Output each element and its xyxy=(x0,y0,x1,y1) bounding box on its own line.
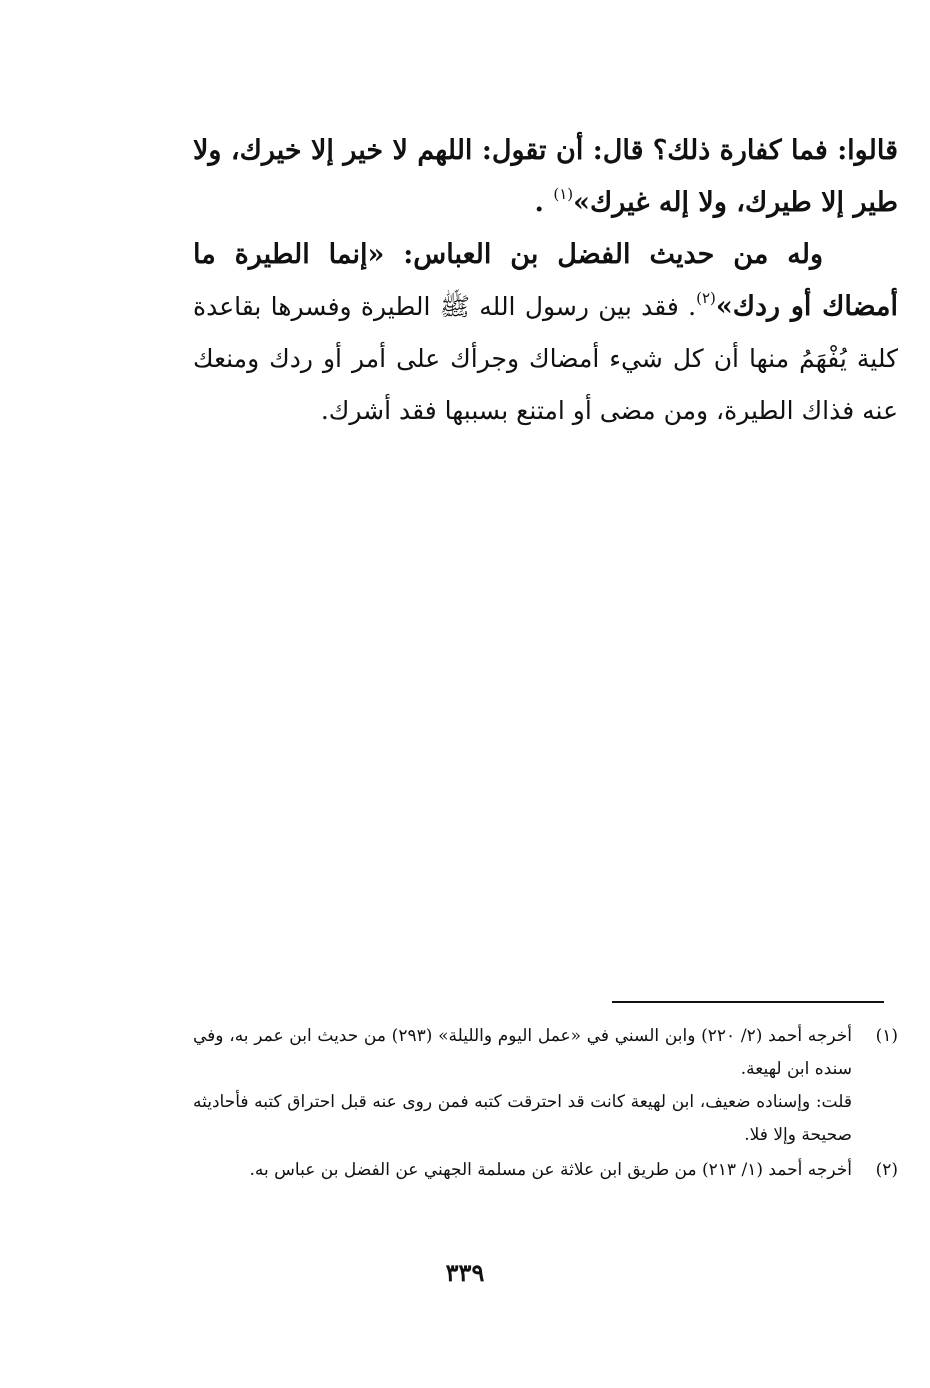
paragraph-2-rest: . فقد بين رسول الله ﷺ الطيرة وفسرها بقاعدة كلية يُفْهَمُ منها أن كل شيء أمضاك وجرأك على أمر أو ردك ومنعك عنه فذاك الطيرة، ومن مضى أو امتنع بسببها فقد أشرك. xyxy=(193,292,898,425)
footnote-ref-1: (١) xyxy=(553,185,574,203)
paragraph-2-hadith: وله من حديث الفضل بن العباس: «إنما الطيرة ما أمضاك أو ردك» xyxy=(193,239,898,322)
paragraph-1-end: . xyxy=(534,187,544,218)
footnote-separator xyxy=(612,1001,884,1003)
footnote-2 xyxy=(193,1154,898,1187)
main-text xyxy=(193,125,898,437)
footnote-2-line: أخرجه أحمد (١/ ٢١٣) من طريق ابن علاثة عن مسلمة الجهني عن الفضل بن عباس به. xyxy=(249,1160,852,1180)
footnotes xyxy=(193,1020,898,1189)
footnote-1-line: قلت: وإسناده ضعيف، ابن لهيعة كانت قد احترقت كتبه فمن روى عنه قبل احتراق كتبه فأحاديثه صحيحة وإلا فلا. xyxy=(193,1092,852,1145)
footnote-1-number: (١) xyxy=(875,1026,898,1046)
footnote-2-number: (٢) xyxy=(875,1160,898,1180)
footnote-1-body xyxy=(193,1020,852,1152)
paragraph-1-text: قالوا: فما كفارة ذلك؟ قال: أن تقول: اللهم لا خير إلا خيرك، ولا طير إلا طيرك، ولا إله غيرك» xyxy=(193,135,898,218)
footnote-1-line: أخرجه أحمد (٢/ ٢٢٠) وابن السني في «عمل اليوم والليلة» (٢٩٣) من حديث ابن عمر به، وفي سنده ابن لهيعة. xyxy=(193,1026,852,1079)
footnote-2-body xyxy=(193,1154,852,1187)
paragraph-2 xyxy=(193,229,898,437)
paragraph-1 xyxy=(193,125,898,229)
page-number: ٣٣٩ xyxy=(445,1258,485,1287)
footnote-1 xyxy=(193,1020,898,1152)
footnote-ref-2: (٢) xyxy=(696,289,716,307)
